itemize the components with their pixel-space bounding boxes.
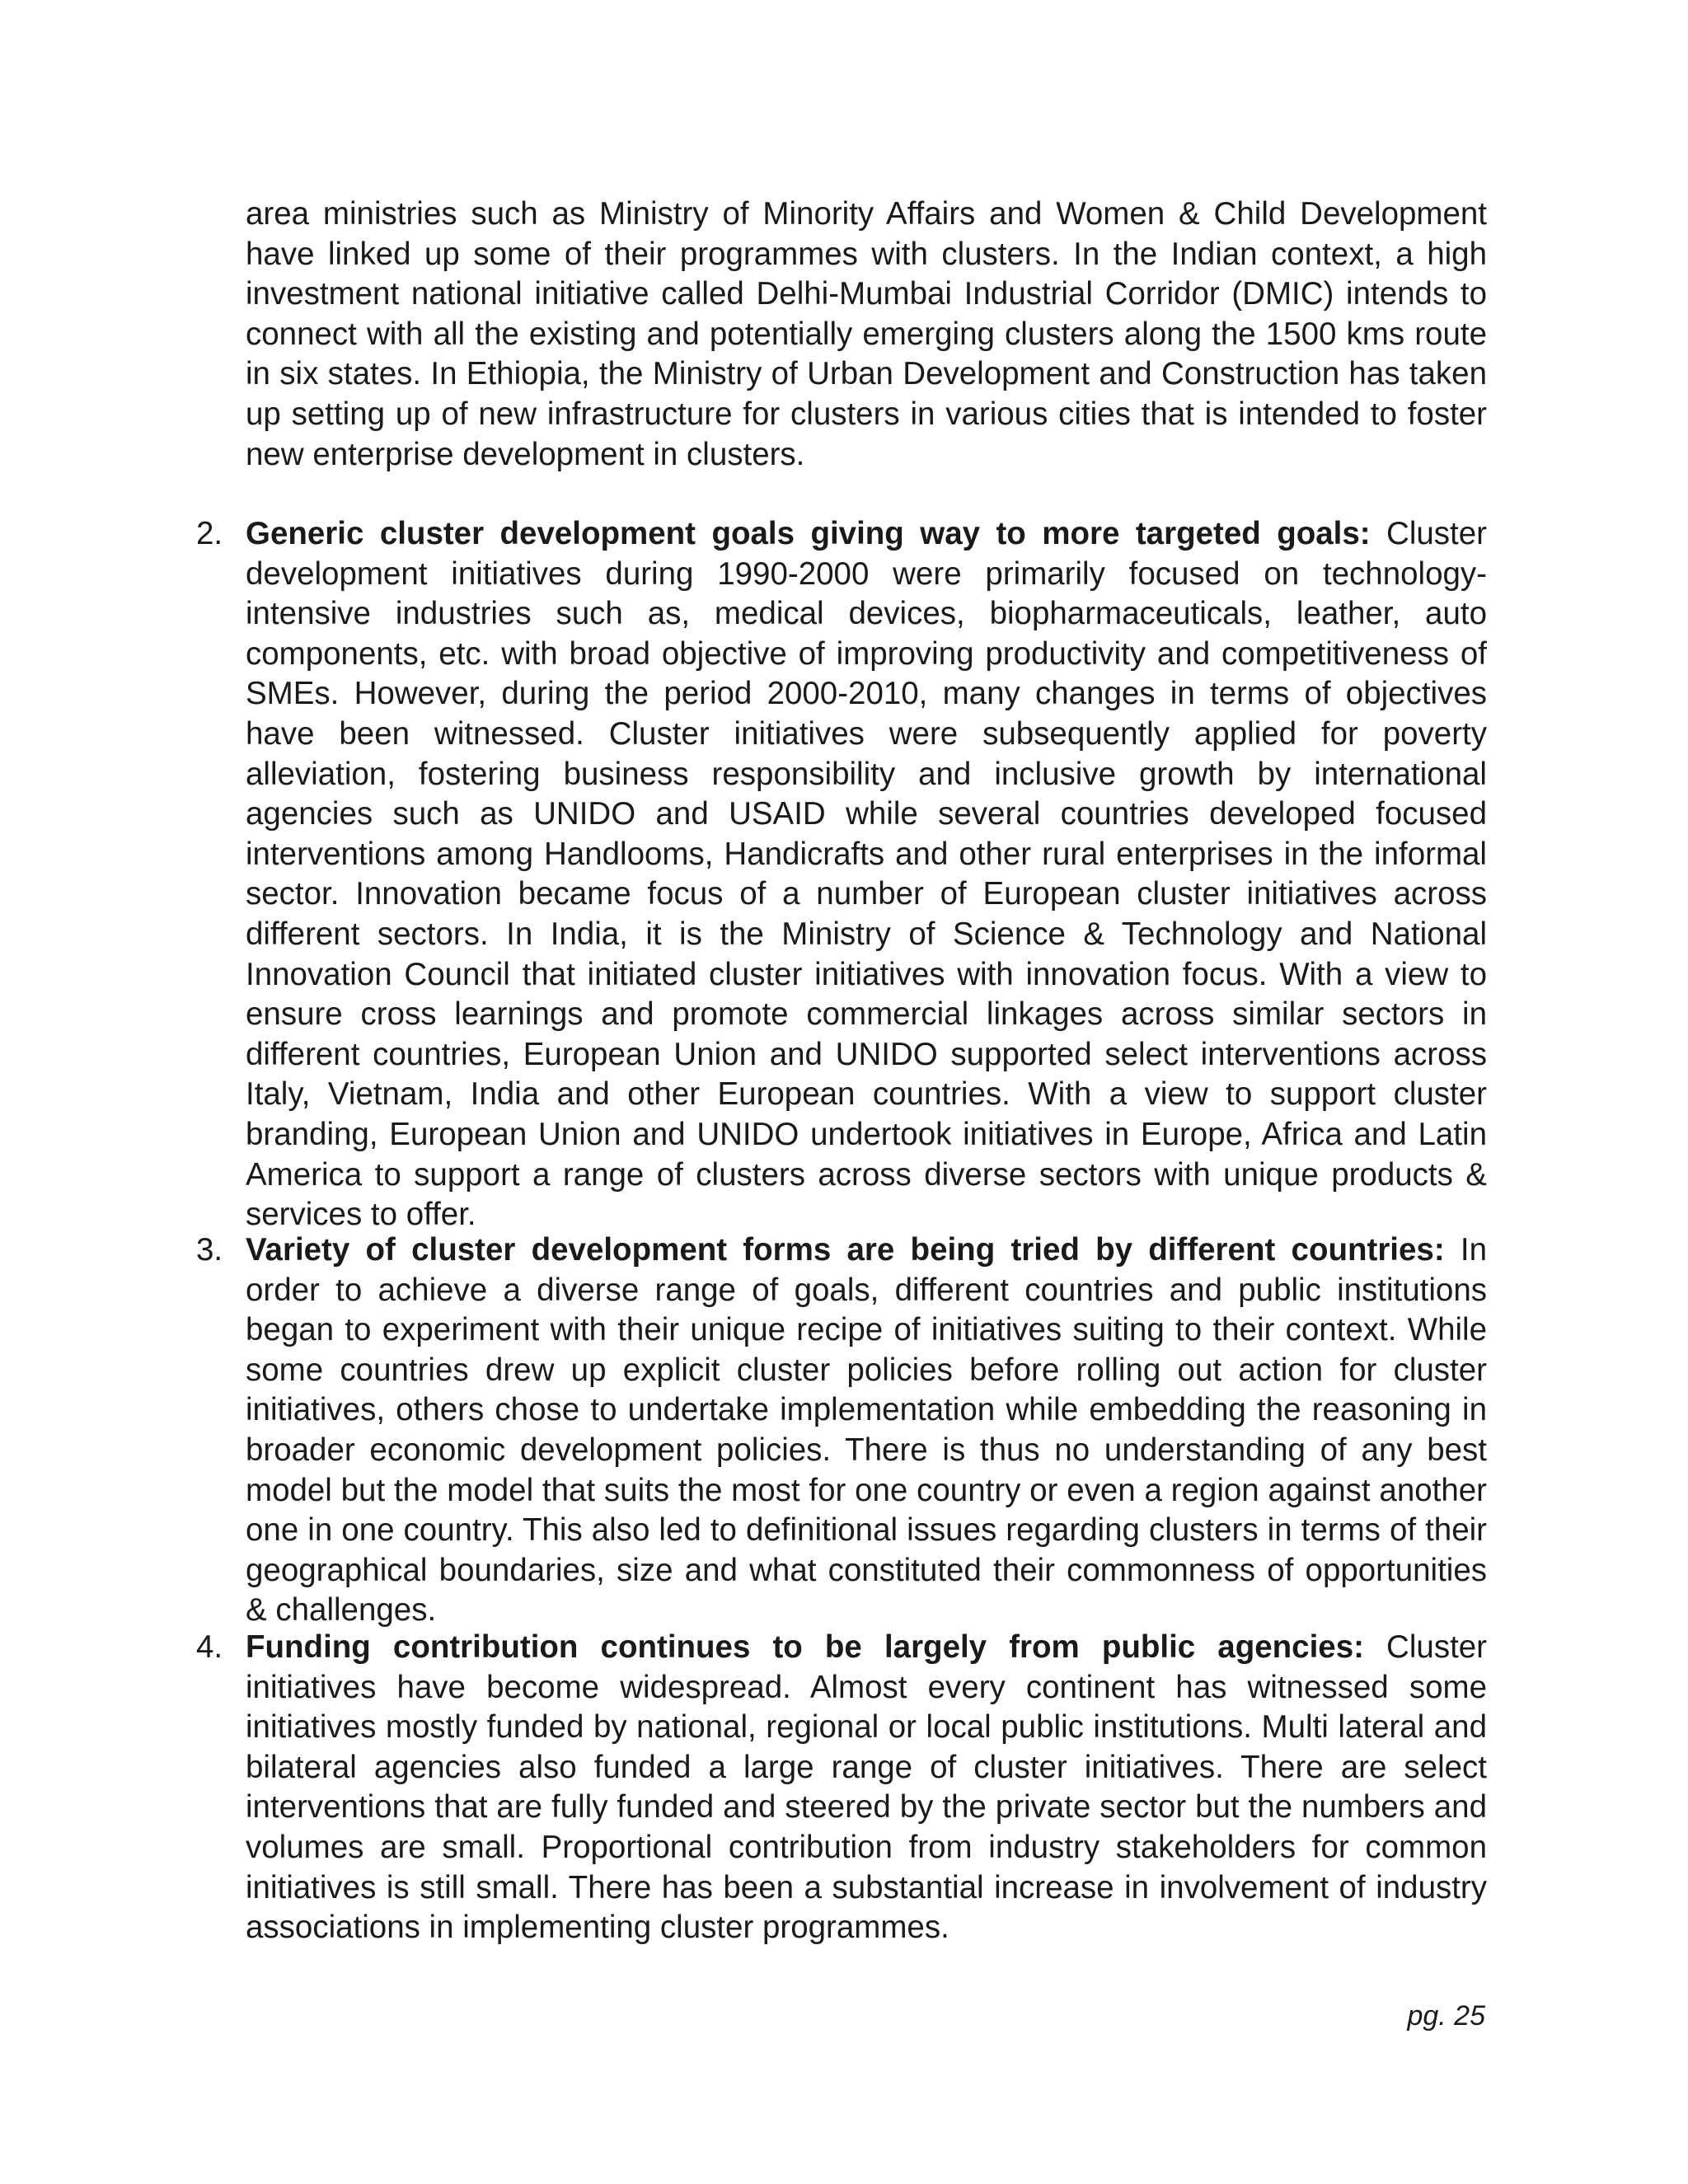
list-item-number: 2. bbox=[196, 516, 223, 551]
list-item-body bbox=[246, 1230, 1487, 1631]
list-item-heading: Generic cluster development goals giving way to more targeted goals: bbox=[246, 516, 1371, 551]
page-number: pg. 25 bbox=[1407, 2000, 1485, 2032]
list-item-text: Cluster development initiatives during 1990-2000 were primarily focused on technology-intensive industries such as, medical devices, biopharmaceuticals, leather, auto components, etc. with broad objective of improving productivity and competitiveness of SMEs. However, during the period 2000-2010, many changes in terms of objectives have been witnessed. Cluster initiatives were subsequently applied for poverty alleviation, fostering business responsibility and inclusive growth by international agencies such as UNIDO and USAID while several countries developed focused interventions among Handlooms, Handicrafts and other rural enterprises in the informal sector. Innovation became focus of a number of European cluster initiatives across different sectors. In India, it is the Ministry of Science & Technology and National Innovation Council that initiated cluster initiatives with innovation focus. With a view to ensure cross learnings and promote commercial linkages across similar sectors in different countries, European Union and UNIDO supported select interventions across Italy, Vietnam, India and other European countries. With a view to support cluster branding, European Union and UNIDO undertook initiatives in Europe, Africa and Latin America to support a range of clusters across diverse sectors with unique products & services to offer. bbox=[246, 516, 1487, 1233]
list-item-heading: Variety of cluster development forms are being tried by different countries: bbox=[246, 1232, 1445, 1268]
list-item-body bbox=[246, 514, 1487, 1235]
list-item-heading: Funding contribution continues to be largely from public agencies: bbox=[246, 1629, 1364, 1665]
list-item-number: 3. bbox=[196, 1232, 223, 1268]
list-item-number: 4. bbox=[196, 1629, 223, 1665]
list-item-text: In order to achieve a diverse range of goals, different countries and public institutions began to experiment with their unique recipe of initiatives suiting to their context. While some countries drew up explicit cluster policies before rolling out action for cluster initiatives, others chose to undertake implementation while embedding the reasoning in broader economic development policies. There is thus no understanding of any best model but the model that suits the most for one country or even a region against another one in one country. This also led to definitional issues regarding clusters in terms of their geographical boundaries, size and what constituted their commonness of opportunities & challenges. bbox=[246, 1232, 1487, 1629]
list-item-body bbox=[246, 1628, 1487, 1948]
intro-paragraph: area ministries such as Ministry of Minority Affairs and Women & Child Development have linked up some of their programmes with clusters. In the Indian context, a high investment national initiative called Delhi-Mumbai Industrial Corridor (DMIC) intends to connect with all the existing and potentially emerging clusters along the 1500 kms route in six states. In Ethiopia, the Ministry of Urban Development and Construction has taken up setting up of new infrastructure for clusters in various cities that is intended to foster new enterprise development in clusters. bbox=[246, 196, 1487, 472]
list-item-text: Cluster initiatives have become widespread. Almost every continent has witnessed some initiatives mostly funded by national, regional or local public institutions. Multi lateral and bilateral agencies also funded a large range of cluster initiatives. There are select interventions that are fully funded and steered by the private sector but the numbers and volumes are small. Proportional contribution from industry stakeholders for common initiatives is still small. There has been a substantial increase in involvement of industry associations in implementing cluster programmes. bbox=[246, 1629, 1487, 1946]
